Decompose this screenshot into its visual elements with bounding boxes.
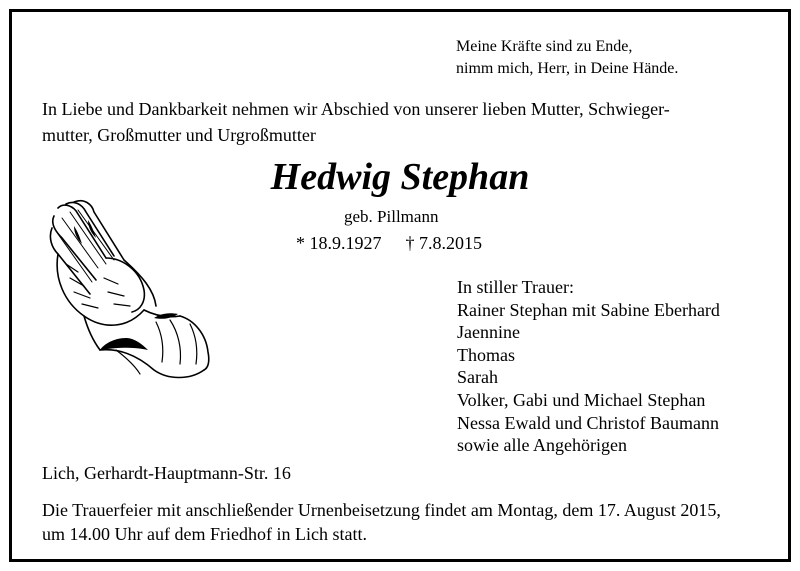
- mourner-name: Nessa Ewald und Christof Baumann: [457, 412, 719, 433]
- birth-name: geb. Pillmann: [344, 207, 439, 226]
- intro-line: mutter, Großmutter und Urgroßmutter: [42, 125, 316, 145]
- intro-line: In Liebe und Dankbarkeit nehmen wir Abschied von unserer lieben Mutter, Schwieger-: [42, 99, 670, 119]
- mourner-name: Jaennine: [457, 322, 520, 343]
- mourner-name: Thomas: [457, 344, 515, 365]
- motto-line: nimm mich, Herr, in Deine Hände.: [456, 60, 679, 77]
- funeral-line: um 14.00 Uhr auf dem Friedhof in Lich statt.: [42, 524, 367, 544]
- mourner-name: sowie alle Angehörigen: [457, 435, 627, 456]
- address-line: Lich, Gerhardt-Hauptmann-Str. 16: [42, 463, 291, 483]
- life-dates: [296, 231, 482, 255]
- motto-line: Meine Kräfte sind zu Ende,: [456, 38, 633, 55]
- mourners-heading: In stiller Trauer:: [457, 277, 574, 297]
- death-date: † 7.8.2015: [405, 233, 482, 253]
- mourner-name: Volker, Gabi und Michael Stephan: [457, 389, 706, 410]
- praying-hands-icon: [44, 198, 214, 383]
- deceased-name: Hedwig Stephan: [270, 156, 530, 198]
- mourner-name: Rainer Stephan mit Sabine Eberhard: [457, 299, 720, 320]
- funeral-line: Die Trauerfeier mit anschließender Urnenbeisetzung findet am Montag, dem 17. August 2015,: [42, 500, 721, 520]
- birth-date: * 18.9.1927: [296, 233, 382, 253]
- intro-text: [42, 96, 762, 148]
- motto-verse: [456, 36, 678, 80]
- mourners-list: [457, 276, 720, 457]
- mourner-name: Sarah: [457, 367, 498, 388]
- funeral-info: [42, 498, 782, 546]
